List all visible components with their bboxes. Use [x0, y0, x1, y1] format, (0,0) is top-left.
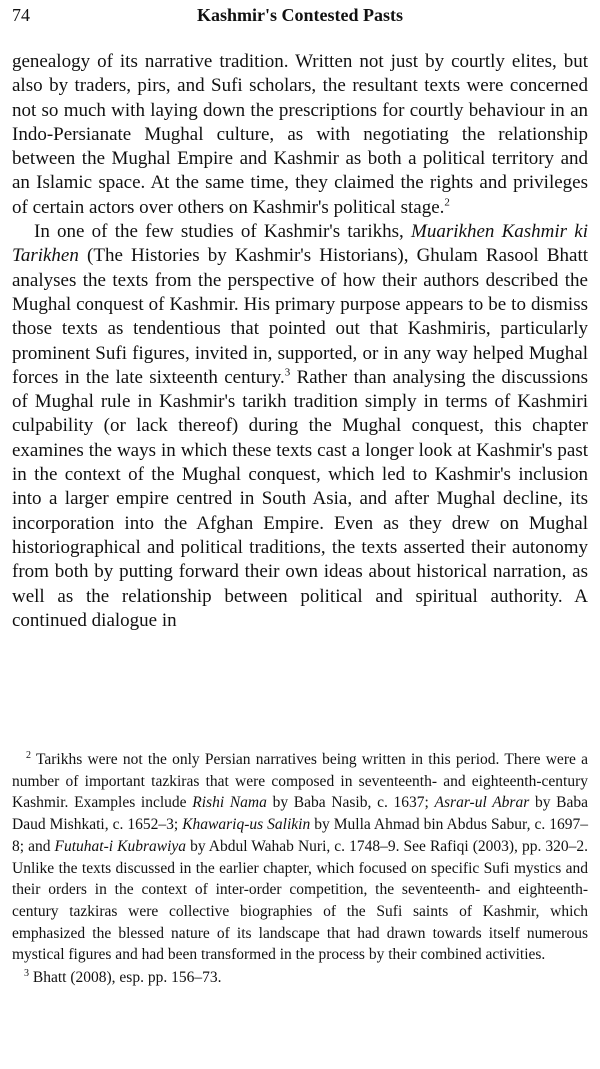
- title-futuhat-i-kubrawiya: Futuhat-i Kubrawiya: [54, 837, 187, 855]
- title-asrar-ul-abrar: Asrar-ul Abrar: [434, 794, 530, 812]
- footnote-ref-3: 3: [284, 366, 291, 379]
- footnote-2-text-d: by Mulla Ahmad bin Abdus Sabur, c. 1697–8; and: [12, 816, 588, 855]
- book-title-muarikhen: Muarikhen Kashmir ki Tarikhen: [12, 221, 588, 267]
- footnote-2-text-a: Tarikhs were not the only Persian narratives being written in this period. There were a number of important tazkiras that were composed in seventeenth- and eighteenth-century Kashmir. Examples include: [12, 751, 588, 812]
- paragraph-2-intro: In one of the few studies of Kashmir's tarikhs,: [34, 221, 412, 243]
- title-khawariq-us-salikin: Khawariq-us Salikin: [182, 816, 311, 834]
- footnote-2-text-b: by Baba Nasib, c. 1637;: [266, 794, 435, 812]
- footnote-ref-2: 2: [444, 196, 450, 209]
- footnote-3-text: Bhatt (2008), esp. pp. 156–73.: [29, 969, 222, 987]
- title-rishi-nama: Rishi Nama: [192, 794, 267, 812]
- paragraph-1-text: genealogy of its narrative tradition. Written not just by courtly elites, but also by traders, pirs, and Sufi scholars, the resultant texts were concerned not so much with laying down the prescriptions for courtly behaviour in an Indo-Persianate Mughal culture, as with negotiating the relationship between the Mughal Empire and Kashmir as both a political territory and an Islamic space. At the same time, they claimed the rights and privileges of certain actors over others on Kashmir's political stage.: [12, 51, 588, 218]
- paragraph-2-rest: Rather than analysing the discussions of Mughal rule in Kashmir's tarikh tradition simply in terms of Kashmiri culpability (or lack thereof) during the Mughal conquest, this chapter examines the ways in which these texts cast a longer look at Kashmir's past in the context of the Mughal conquest, which led to Kashmir's inclusion into a larger empire centred in South Asia, and after Mughal decline, its incorporation into the Afghan Empire. Even as they drew on Mughal historiographical and political traditions, the texts asserted their autonomy from both by putting forward their own ideas about historical narration, as well as the relationship between political and spiritual authority. A continued dialogue in: [12, 366, 588, 631]
- paragraph-1: [12, 50, 588, 220]
- main-text: [12, 50, 588, 633]
- page-header: [12, 5, 588, 31]
- footnote-3: [12, 967, 588, 989]
- footnote-2-marker: 2: [26, 749, 31, 761]
- footnotes: [12, 749, 588, 989]
- running-title: Kashmir's Contested Pasts: [197, 5, 403, 25]
- page-number: 74: [12, 5, 30, 25]
- footnote-2-text-e: by Abdul Wahab Nuri, c. 1748–9. See Rafiqi (2003), pp. 320–2. Unlike the texts discussed in the earlier chapter, which focused on specific Sufi mystics and their orders in the context of inter-order competition, the seventeenth- and eighteenth-century tazkiras were collective biographies of the Sufi saints of Kashmir, which emphasized the blessed nature of its landscape that had drawn towards itself numerous mystical figures and had been transformed in the process by their combined activities.: [12, 837, 589, 964]
- footnote-3-marker: 3: [24, 967, 29, 979]
- footnote-2: [12, 749, 588, 966]
- paragraph-2: [12, 220, 588, 633]
- paragraph-2-text: (The Histories by Kashmir's Historians), Ghulam Rasool Bhatt analyses the texts from the perspective of how their authors described the Mughal conquest of Kashmir. His primary purpose appears to be to dismiss those texts as tendentious that pointed out that Kashmiris, particularly prominent Sufi figures, invited in, supported, or in any way helped Mughal forces in the late sixteenth century.: [12, 245, 588, 388]
- footnote-2-text-c: by Baba Daud Mishkati, c. 1652–3;: [12, 794, 588, 834]
